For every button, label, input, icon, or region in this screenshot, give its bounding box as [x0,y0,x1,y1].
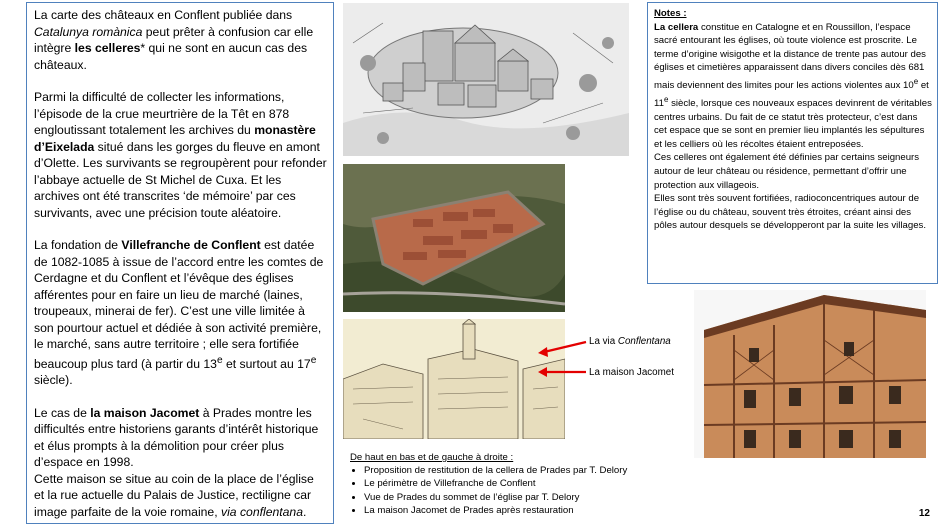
text-bold: La cellera [654,21,699,33]
caption-item: • La maison Jacomet de Prades après restauration [364,504,640,517]
note-seigneurs: Ces celleres ont également été définies par certains seigneurs autour de leur château ou résidence, permettant d’offrir une protection aux villageois. [654,152,920,191]
text: siècle). [34,373,73,388]
text: Cette maison se situe au coin de la place de l’église et la rue actuelle du Palais de Justice, rectiligne car image parfaite de la voie romaine, [34,471,314,519]
arrow-via [544,342,586,352]
text-italic: Catalunya romànica [34,24,143,39]
paragraph-jacomet [34,405,327,471]
villefranche-aerial-photo [343,164,565,312]
annotation-via-conflentana [589,336,671,347]
text-italic: Conflentana [617,336,671,347]
paragraph-via-conflentana [34,471,327,521]
note-fortifiees: Elles sont très souvent fortifiées, radioconcentriques autour de l’église ou du château, souvent très étroites, créant ainsi des pôles autour desquels se développeront par la suite les villages. [654,193,926,232]
superscript: e [913,76,919,86]
text: La via [589,336,618,347]
text: Parmi la difficulté de collecter les informations, l’épisode de la crue meurtrière de la Têt en 878 engloutissant totalement les archives du [34,90,290,137]
arrow-maison-head [538,367,547,377]
villefranche-aerial-drawing [343,164,565,312]
text-bold: monastère d’Eixelada [34,123,316,154]
caption-item: • Vue de Prades du sommet de l’église par T. Delory [364,491,640,504]
caption-item: • Le périmètre de Villefranche de Conflent [364,477,640,490]
arrow-via-head [538,347,548,357]
text-bold: Villefranche de Conflent [121,238,261,252]
captions-heading [350,451,640,464]
text: à Prades montre les difficultés entre historiens garants d’intérêt historique et élus prompts à la démolition pour créer plus d’espace en 1998. [34,405,319,470]
text: et 11 [654,80,929,109]
notes-box [647,2,938,284]
note-cellera [654,21,932,152]
text: siècle, lorsque ces nouveaux espaces devinrent de véritables centres urbains. Du fait de ce statut très protecteur, c’est dans cet espace que se sont en premier lieu implantés les sépultures et les celliers où les récoltes étaient entreposées. [654,97,932,150]
text-italic: via conflentana [220,504,303,519]
text: La fondation de [34,238,122,252]
text-bold: la maison Jacomet [90,405,200,420]
image-captions [350,451,640,517]
text: et surtout au 17 [222,356,311,371]
main-text-box [26,2,334,524]
maison-jacomet-photo [694,290,926,458]
text: . [302,504,307,519]
annotation-arrows [530,330,590,380]
text: situé dans les gorges du fleuve en amont d’Olette. Les survivants se regroupèrent pour refonder l’abbaye actuelle de St Michel de Cuxa. Et les archives ont été transcrites ‘de mémoire’ par ces survivants, avec une précision toute aléatoire. [34,139,327,220]
text: Notes : [654,8,687,19]
page-number: 12 [918,508,930,519]
cellera-sketch-image [343,3,629,156]
paragraph-villefranche [34,237,327,389]
superscript: e [310,354,317,366]
superscript: e [663,94,669,104]
text: La carte des châteaux en Conflent publiée dans [34,8,293,22]
maison-jacomet-drawing [694,290,926,458]
paragraph-celleres [34,7,327,73]
text: De haut en bas et de gauche à droite : [350,452,514,463]
text-bold: les celleres [74,41,141,55]
text: constitue en Catalogne et en Roussillon, l’espace sacré entourant les églises, où toute violence est proscrite. Le terme d’origine wisigothe et la distance de trente pas autour des églises et cimetières apparaissent dans divers conciles dès 681 mais deviennent des limites pour les actions violentes aux 10 [654,21,926,92]
text: peut prêter à confusion car elle intègre [34,24,314,55]
notes-title [654,7,932,21]
paragraph-eixelada [34,89,327,221]
text: La maison Jacomet [589,367,674,378]
cellera-sketch-drawing [343,3,629,156]
caption-item: • Proposition de restitution de la cellera de Prades par T. Delory [364,464,640,477]
superscript: e [216,354,223,366]
annotation-maison-jacomet [589,367,674,378]
text: Le cas de [34,405,91,420]
text: est datée de 1082-1085 à issue de l’accord entre les comtes de Cerdagne et du Conflent et l’évêque des églises afférentes pour en faire un lieu de marché (laines, troupeaux, minerai de fer). C’est une ville limitée à son pourtour actuel et dédiée à son activité première, le marché, sans autre territoire ; elle sera fortifiée beaucoup plus tard (à partir du 13 [34,238,324,371]
captions-list [350,464,640,517]
text: * qui ne sont en aucun cas des châteaux. [34,41,308,72]
